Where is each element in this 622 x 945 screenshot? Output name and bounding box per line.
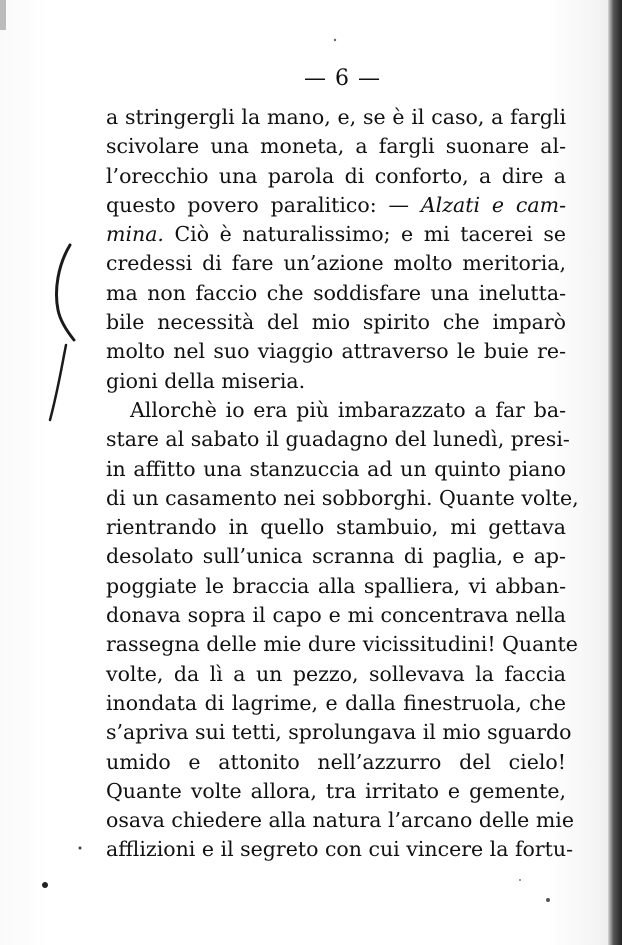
text-line: s’apriva sui tetti, sprolungava il mio sguardo [106,720,572,745]
text-line: afflizioni e il segreto con cui vincere la fortu- [106,837,574,862]
text-line: bile necessità del mio spirito che imparò [106,310,566,335]
text-line: poggiate le braccia alla spalliera, vi abban- [106,573,566,598]
text-line: credessi di fare un’azione molto meritoria, [106,251,566,276]
text-line: inondata di lagrime, e dalla finestruola, che [106,690,566,715]
italic-quote: mina. [106,222,164,247]
text-line: umido e attonito nell’azzurro del cielo! [106,749,566,774]
text-line [106,220,566,249]
text-line: ma non faccio che soddisfare una inelutta- [106,280,566,305]
text-line: a stringergli la mano, e, se è il caso, a fargli [106,105,566,129]
text-line: Allorchè io era più imbarazzato a far ba- [130,397,566,422]
page-edge-mark [0,0,6,30]
text-line: rassegna delle mie dure vicissitudini! Quante [106,632,578,657]
text-line: Quante volte allora, tra irritato e gemente, [106,778,566,803]
text-line: osava chiedere alla natura l’arcano delle mie [106,808,574,833]
italic-quote: Alzati e cam- [420,192,566,217]
handwritten-bracket-mark [40,240,80,430]
body-text [106,103,579,865]
text-line: gioni della miseria. [106,368,306,393]
text-line: scivolare una moneta, a fargli suonare al- [106,134,566,159]
text-line [106,191,566,220]
page-number: — 6 — [304,66,381,91]
text-line: volte, da lì a un pezzo, sollevava la faccia [106,661,566,686]
text-line: molto nel suo viaggio attraverso le buie re- [106,339,566,364]
text-line: di un casamento nei sobborghi. Quante volte, [106,485,579,510]
text-line: donava sopra il capo e mi concentrava nella [106,603,566,628]
page-binding-shadow [608,0,622,945]
text-line: l’orecchio una parola di conforto, a dire a [106,163,566,188]
text-segment: questo povero paralitico: — [106,192,421,217]
text-line: stare al sabato il guadagno del lunedì, presi- [106,427,570,452]
text-line: rientrando in quello stambuio, mi gettava [106,515,566,540]
text-line: desolato sull’unica scranna di paglia, e ap- [106,544,566,569]
text-line: in affitto una stanzuccia ad un quinto piano [106,456,566,481]
text-segment: Ciò è naturalissimo; e mi tacerei se [163,222,566,247]
